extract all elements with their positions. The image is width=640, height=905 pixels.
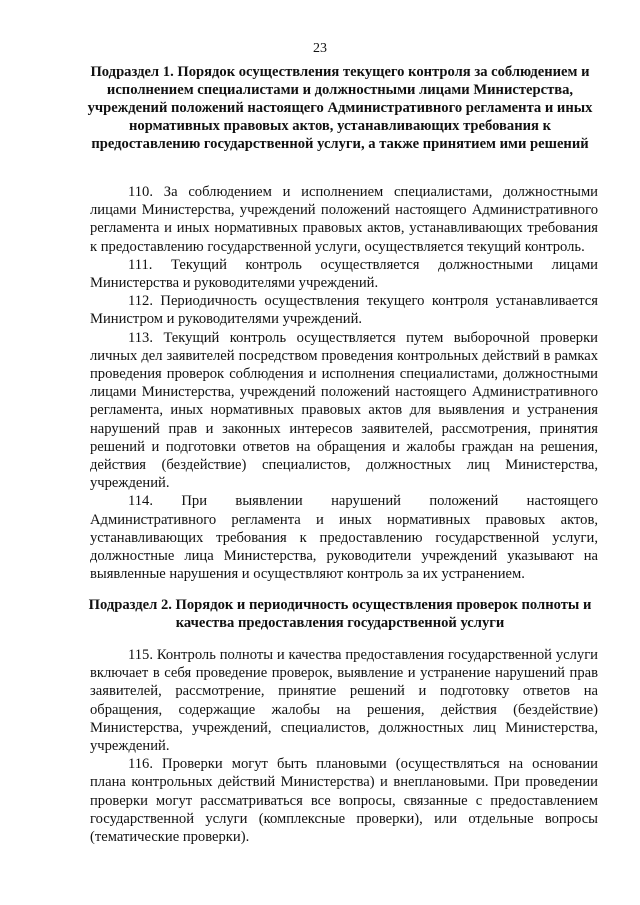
subsection-1-heading: Подраздел 1. Порядок осуществления текущего контроля за соблюдением и исполнением специалистами и должностными лицами Министерства, учреждений положений настоящего Административного регламента и иных нормативных правовых актов, устанавливающих требования к предоставлению государственной услуги, а также принятием ими решений xyxy=(87,64,593,152)
subsection-2-heading: Подраздел 2. Порядок и периодичность осуществления проверок полноты и качества предоставления государственной услуги xyxy=(88,597,592,631)
paragraph-116: 116. Проверки могут быть плановыми (осуществляться на основании плана контрольных действий Министерства) и внеплановыми. При проведении проверки могут рассматриваться все вопросы, связанные с предоставлением государственной услуги (комплексные проверки), или отдельные вопросы (тематические проверки). xyxy=(90,756,598,846)
subsection-1-body xyxy=(90,183,598,583)
page-number: 23 xyxy=(313,41,327,56)
paragraph-112: 112. Периодичность осуществления текущего контроля устанавливается Министром и руководителями учреждений. xyxy=(90,293,598,328)
paragraph-110: 110. За соблюдением и исполнением специалистами, должностными лицами Министерства, учреждений положений настоящего Административного регламента и иных нормативных правовых актов, устанавливающих требования к предоставлению государственной услуги, осуществляется текущий контроль. xyxy=(90,184,598,255)
paragraph-113: 113. Текущий контроль осуществляется путем выборочной проверки личных дел заявителей посредством проведения контрольных действий в рамках проведения проверок соблюдения и исполнения специалистами, должностными лицами Министерства, учреждений положений настоящего Административного регламента, иных нормативных правовых актов для выявления и устранения нарушений прав и законных интересов заявителей, рассмотрения, принятия решений и подготовки ответов на обращения и жалобы граждан на решения, действия (бездействие) специалистов, должностных лиц Министерства, учреждений. xyxy=(90,329,598,492)
paragraph-115: 115. Контроль полноты и качества предоставления государственной услуги включает в себя проведение проверок, выявление и устранение нарушений прав заявителей, рассмотрение, принятие решений и подготовку ответов на обращения, содержащие жалобы на решения, действия (бездействие) Министерства, учреждений, специалистов, должностных лиц Министерства, учреждений. xyxy=(90,647,598,755)
subsection-2-body xyxy=(90,646,598,846)
paragraph-114: 114. При выявлении нарушений положений настоящего Административного регламента и иных нормативных правовых актов, устанавливающих требования к предоставлению государственной услуги, должностные лица Министерства, руководители учреждений указывают на выявленные нарушения и осуществляют контроль за их устранением. xyxy=(90,493,598,583)
paragraph-111: 111. Текущий контроль осуществляется должностными лицами Министерства и руководителями учреждений. xyxy=(90,256,598,292)
